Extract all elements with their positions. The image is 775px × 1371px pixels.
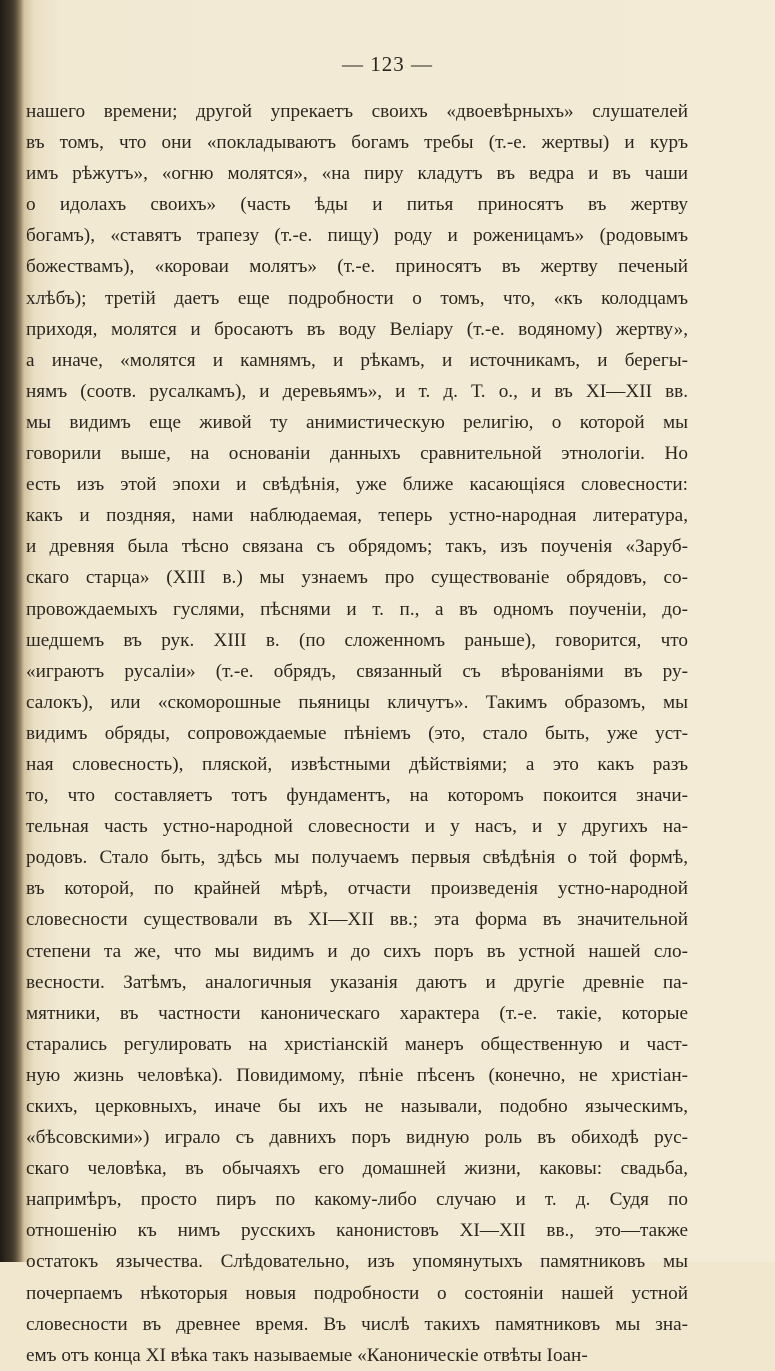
book-binding-edge — [0, 0, 24, 1262]
text-line: родовъ. Стало быть, здѣсь мы получаемъ первыя свѣдѣнія о той формѣ, — [26, 847, 688, 869]
text-line: тельная часть устно-народной словесности и у насъ, и у другихъ на- — [26, 816, 688, 838]
text-line: напримѣръ, просто пиръ по какому-либо случаю и т. д. Судя по — [26, 1189, 688, 1211]
text-line: скаго старца» (XIII в.) мы узнаемъ про существованіе обрядовъ, со- — [26, 567, 688, 589]
text-line: какъ и поздняя, нами наблюдаемая, теперь устно-народная литература, — [26, 505, 688, 527]
text-line: степени та же, что мы видимъ и до сихъ поръ въ устной нашей сло- — [26, 940, 688, 962]
text-line: мятники, въ частности каноническаго характера (т.-е. такіе, которые — [26, 1002, 688, 1024]
text-line: ную жизнь человѣка). Повидимому, пѣніе пѣсенъ (конечно, не христіан- — [26, 1064, 688, 1086]
text-line: провождаемыхъ гуслями, пѣснями и т. п., а въ одномъ поученіи, до- — [26, 598, 688, 620]
text-line: весности. Затѣмъ, аналогичныя указанія даютъ и другіе древніе па- — [26, 971, 688, 993]
text-line: отношенію къ нимъ русскихъ канонистовъ XI—XII вв., это—также — [26, 1220, 688, 1242]
text-line: словесности существовали въ XI—XII вв.; эта форма въ значительной — [26, 909, 688, 931]
text-line: а иначе, «молятся и камнямъ, и рѣкамъ, и источникамъ, и берегы- — [26, 349, 688, 371]
text-line: о идолахъ своихъ» (часть ѣды и питья приносятъ въ жертву — [26, 194, 688, 216]
text-line: въ томъ, что они «покладываютъ богамъ требы (т.-е. жертвы) и куръ — [26, 132, 688, 154]
text-line: емъ отъ конца XI вѣка такъ называемые «Каноническіе отвѣты Іоан- — [26, 1344, 588, 1366]
text-line: скихъ, церковныхъ, иначе бы ихъ не называли, подобно языческимъ, — [26, 1096, 688, 1117]
text-line: приходя, молятся и бросаютъ въ воду Веліару (т.-е. водяному) жертву», — [26, 318, 688, 340]
text-line: салокъ), или «скоморошные пьяницы кличутъ». Такимъ образомъ, мы — [26, 691, 688, 713]
text-line: почерпаемъ нѣкоторыя новыя подробности о состояніи нашей устной — [26, 1282, 688, 1304]
text-line: шедшемъ въ рук. XIII в. (по сложенномъ раньше), говорится, что — [26, 629, 688, 651]
text-line: «играютъ русаліи» (т.-е. обрядъ, связанный съ вѣрованіями въ ру- — [26, 660, 688, 682]
text-line: имъ рѣжутъ», «огню молятся», «на пиру кладутъ въ ведра и въ чаши — [26, 163, 688, 185]
text-line: видимъ обряды, сопровождаемые пѣніемъ (это, стало быть, уже уст- — [26, 722, 688, 744]
text-line: говорили выше, на основаніи данныхъ сравнительной этнологіи. Но — [26, 443, 688, 465]
text-line: божествамъ), «короваи молятъ» (т.-е. приносятъ въ жертву печеный — [26, 256, 688, 278]
body-text — [26, 96, 688, 1371]
text-line: «бѣсовскими») играло съ давнихъ поръ видную роль въ обиходѣ рус- — [26, 1127, 688, 1149]
text-line: въ которой, по крайней мѣрѣ, отчасти произведенія устно-народной — [26, 878, 688, 900]
page-number: — 123 — — [342, 52, 433, 76]
text-line: богамъ), «ставятъ трапезу (т.-е. пищу) роду и роженицамъ» (родовымъ — [26, 225, 688, 247]
text-line: мы видимъ еще живой ту анимистическую религію, о которой мы — [26, 411, 688, 433]
text-line: и древняя была тѣсно связана съ обрядомъ; такъ, изъ поученія «Заруб- — [26, 536, 688, 558]
text-line: нямъ (соотв. русалкамъ), и деревьямъ», и т. д. Т. о., и въ XI—XII вв. — [26, 380, 688, 402]
text-line: словесности въ древнее время. Въ числѣ такихъ памятниковъ мы зна- — [26, 1313, 688, 1335]
text-line: скаго человѣка, въ обычаяхъ его домашней жизни, каковы: свадьба, — [26, 1158, 688, 1180]
text-line: нашего времени; другой упрекаетъ своихъ «двоевѣрныхъ» слушателей — [26, 101, 688, 122]
text-line: ная словесность), пляской, извѣстными дѣйствіями; а это какъ разъ — [26, 753, 688, 775]
text-line: остатокъ язычества. Слѣдовательно, изъ упомянутыхъ памятниковъ мы — [26, 1251, 688, 1273]
text-line: хлѣбъ); третій даетъ еще подробности о томъ, что, «къ колодцамъ — [26, 287, 688, 309]
text-line: то, что составляетъ тотъ фундаментъ, на которомъ покоится значи- — [26, 785, 688, 807]
text-line: старались регулировать на христіанскій манеръ общественную и част- — [26, 1033, 688, 1055]
text-line: есть изъ этой эпохи и свѣдѣнія, уже ближе касающіяся словесности: — [26, 474, 688, 496]
